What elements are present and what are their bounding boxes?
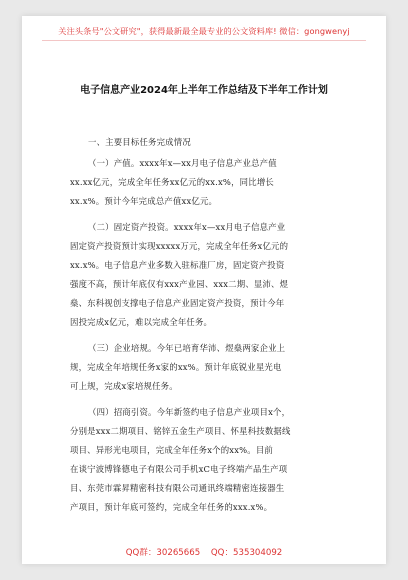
paragraph-line: 项目、异形光电项目，完成全年任务x个的xx%。目前 — [70, 445, 274, 455]
paragraph-line: xx.xx亿元，完成全年任务xx亿元的xx.x%，同比增长 — [70, 177, 274, 187]
paragraph-line: 分别是xxx二期项目、铭锌五金生产项目、怀星科技数据线 — [70, 426, 291, 436]
paragraph-line: （三）企业培规。今年已培育华沛、煜燊两家企业上 — [88, 343, 286, 353]
paragraph-line: 固定资产投资预计实现xxxxx万元，完成全年任务x亿元的 — [70, 241, 289, 251]
paragraph-line: 在谈宁波博锋德电子有限公司手机xC电子终端产品生产项 — [70, 464, 288, 474]
paragraph-line: （一）产值。xxxx年x—xx月电子信息产业总产值 — [88, 158, 277, 168]
paragraph-line: 强度不高，预计年底仅有xxx产业园、xxx二期、显沛、煜 — [70, 279, 289, 289]
paragraph-line: 规，完成全年培规任务x家的xx%。预计年底锐业星光电 — [70, 362, 282, 372]
paragraph-line: 目、东莞市霖昇精密科技有限公司通讯终端精密连接器生 — [70, 483, 285, 493]
section-heading: 一、主要目标任务完成情况 — [88, 137, 191, 147]
footer-qq-group: QQ群：30265665 — [125, 548, 201, 558]
paragraph-line: （四）招商引资。今年新签约电子信息产业项目x个， — [88, 407, 291, 417]
paragraph-line: 可上规，完成x家培规任务。 — [70, 381, 178, 391]
footer-qq: QQ：535304092 — [210, 548, 283, 558]
paragraph-line: （二）固定资产投资。xxxx年x—xx月电子信息产业 — [88, 222, 286, 232]
header-note: 关注头条号"公文研究"，获得最新最全最专业的公文资料库! 微信：gongwenyj — [58, 26, 350, 36]
paragraph-line: xx.x%。预计今年完成总产值xx亿元。 — [70, 196, 218, 206]
paragraph-line: 产项目，预计年底可签约，完成全年任务的xxx.x%。 — [70, 502, 273, 512]
paragraph-line: 因投完成x亿元，难以完成全年任务。 — [70, 317, 213, 327]
paragraph-line: xx.x%。电子信息产业多数入驻标准厂房，固定资产投资 — [70, 260, 285, 270]
document-title: 电子信息产业2024年上半年工作总结及下半年工作计划 — [80, 85, 328, 96]
footer-contact — [22, 546, 386, 558]
document-page — [22, 16, 386, 564]
paragraph-line: 燊、东科视创支撑电子信息产业固定资产投资，预计今年 — [70, 298, 285, 308]
header-divider — [42, 40, 366, 41]
